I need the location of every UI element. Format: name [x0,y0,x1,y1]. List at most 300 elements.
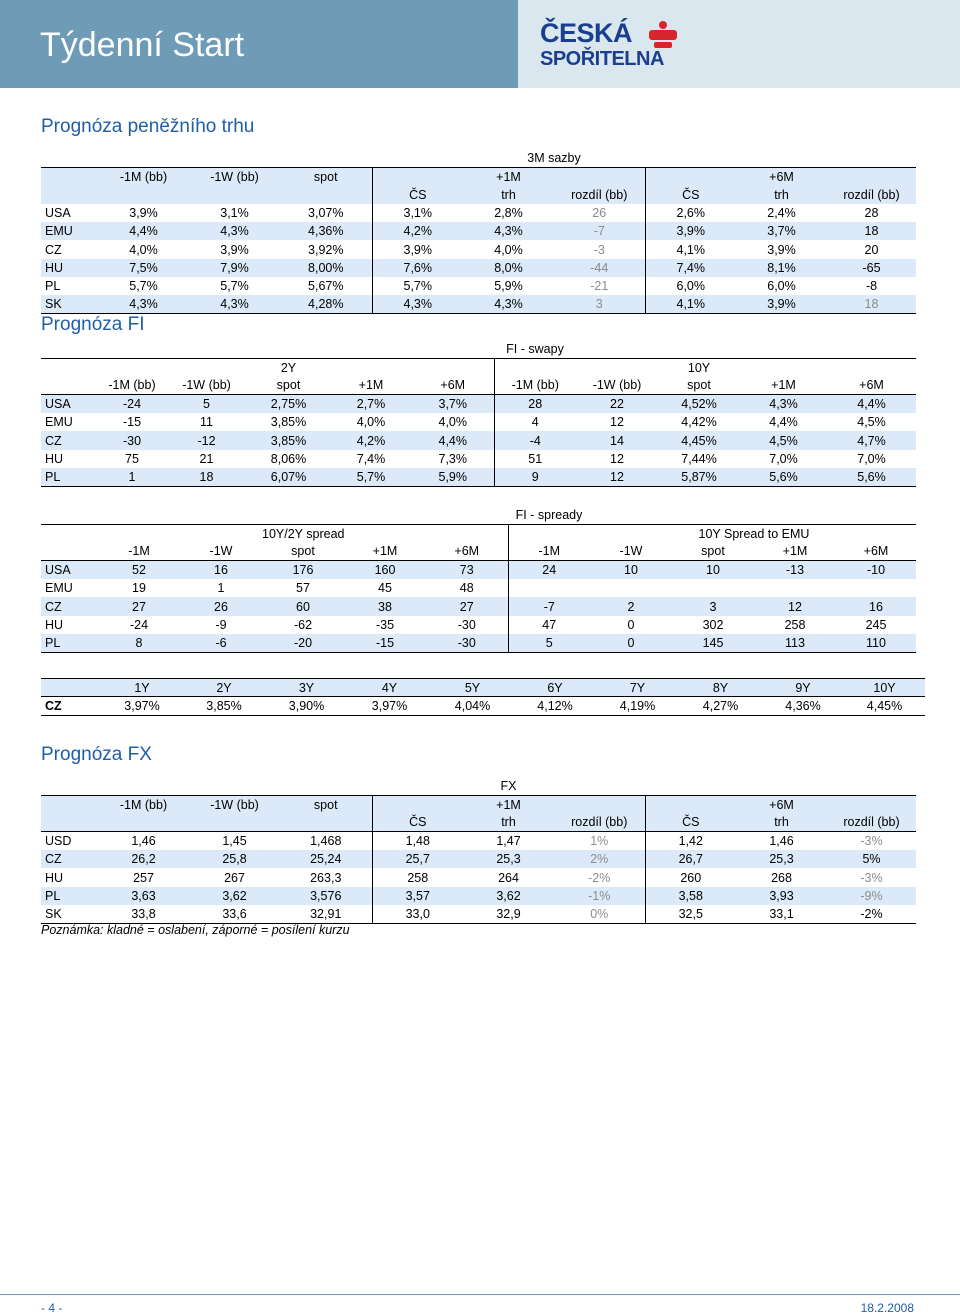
table-cell: 4,4% [412,431,494,449]
column-header: rozdíl (bb) [554,814,645,832]
table-cell: 258 [784,617,806,632]
table-cell: 302 [702,617,724,632]
column-header: 5Y [431,679,514,697]
table-cell: 4,5% [857,415,886,430]
column-header: +1M [782,544,808,559]
table-cell: -1% [554,887,645,905]
column-header: trh [736,814,827,832]
table-row [41,697,925,715]
table-row [41,579,916,597]
table-cell: 245 [865,617,887,632]
table-cell: 3,9% [220,242,249,257]
table-cell: 4,45% [658,431,740,449]
table-cell: 32,9 [463,905,554,923]
column-header: rozdíl (bb) [827,186,916,204]
row-label: HU [45,870,64,885]
table-cell: 3,9% [129,206,158,221]
fi-swaps-table [41,340,916,487]
table-cell: -30 [98,431,166,449]
column-header: -1M [128,544,150,559]
table-cell: 5,6% [827,468,916,486]
column-header: +1M [771,378,796,393]
table-cell: 2,75% [247,395,330,413]
table-cell: 19 [132,581,146,596]
yield-curve-table [41,678,925,716]
column-header: 9Y [762,679,844,697]
table-cell: -7 [508,597,590,615]
table-row [41,395,916,413]
table-cell: 8,0% [463,259,554,277]
column-header: +6M [736,795,827,813]
table-cell: 20 [864,242,879,257]
table-cell: 3,576 [280,887,372,905]
table-cell: 3,57 [372,887,463,905]
table-cell: 4,0% [494,242,523,257]
table-cell: 60 [262,597,344,615]
row-label: EMU [45,581,73,596]
row-label: HU [45,617,64,632]
table-cell: 26 [180,597,262,615]
table-cell: 4,52% [658,395,740,413]
table-row [41,634,916,652]
table-cell: 8,06% [270,451,307,466]
table-cell: 5,7% [330,468,412,486]
row-label: CZ [45,242,62,257]
table-cell: -20 [262,634,344,652]
table-cell: 4,27% [679,697,762,715]
table-cell: 5,7% [129,279,158,294]
table-cell: 57 [296,581,310,596]
column-header: 6Y [514,679,596,697]
table-row [41,868,916,886]
table-cell: -24 [98,395,166,413]
table-cell: 5,7% [372,277,463,295]
group-header: FI - spready [515,507,583,522]
table-cell: 22 [576,395,658,413]
table-cell: 4,0% [129,242,158,257]
table-cell: -2% [588,870,611,885]
table-cell: 4,1% [645,240,736,258]
table-cell: 3,9% [767,242,796,257]
table-cell: -3 [593,242,605,257]
column-header: ČS [645,814,736,832]
table-cell: 28 [494,395,576,413]
table-header-row [41,777,916,795]
table-cell: 110 [836,634,916,652]
table-cell: 33,6 [189,905,280,923]
row-label: PL [41,887,98,905]
row-label: USA [41,561,98,579]
column-header: -1M (bb) [108,378,156,393]
table-cell: 24 [508,561,590,579]
table-cell: 38 [344,597,426,615]
table-cell: 8,1% [736,259,827,277]
table-cell: 1,46 [736,832,827,850]
table-cell: 12 [610,451,624,466]
table-row [41,204,916,222]
table-cell: 4 [494,413,576,431]
table-cell: 11 [200,415,213,430]
column-header: +1M [358,378,384,393]
table-cell: 113 [754,634,836,652]
table-cell: 5 [166,395,247,413]
column-header: spot [687,378,711,393]
table-cell: 18 [166,468,247,486]
column-header: 2Y [183,679,265,697]
table-cell: 75 [125,451,139,466]
table-cell: 27 [426,597,508,615]
table-cell: -12 [166,431,247,449]
table-header-row [41,795,916,813]
table-cell: 7,4% [645,259,736,277]
table-cell: -7 [554,222,645,240]
table-cell: 5,6% [740,468,827,486]
table-cell [590,579,672,597]
row-label: EMU [41,222,98,240]
table-cell: 145 [672,634,754,652]
table-cell: 3,7% [412,395,494,413]
logo-line2: SPOŘITELNA [540,48,664,70]
table-cell: -2% [827,905,916,923]
table-cell: 2,4% [767,206,796,221]
table-cell: 7,0% [857,451,886,466]
table-cell: 3,9% [372,240,463,258]
column-header: -1W (bb) [189,795,280,813]
column-header: spot [280,795,372,813]
table-cell: 5,9% [494,279,523,294]
table-cell: 5% [827,850,916,868]
column-header: -1M (bb) [494,377,576,395]
table-row [41,450,916,468]
table-cell: 26 [592,206,607,221]
column-header: +1M [372,544,398,559]
table-cell: -15 [122,415,142,430]
table-cell: 6,0% [645,277,736,295]
table-cell: 3,97% [101,697,183,715]
column-header: ČS [372,186,463,204]
table-cell: 4,7% [827,431,916,449]
publication-title: Týdenní Start [40,26,245,64]
table-cell: 3,85% [270,415,307,430]
table-row [41,597,916,615]
table-cell: 10 [672,561,754,579]
table-header-row [41,377,916,395]
table-cell: 7,44% [681,451,717,466]
group-header: FX [500,778,517,793]
table-cell: 45 [378,581,392,596]
table-cell: 1% [554,832,645,850]
table-cell: 52 [98,561,180,579]
table-cell: -30 [457,617,476,632]
table-cell: 5,9% [412,468,494,486]
row-label: HU [41,259,98,277]
table-cell: 4,45% [844,697,925,715]
group-header: 10Y Spread to EMU [672,524,836,542]
table-cell: 160 [344,561,426,579]
column-header: rozdíl (bb) [554,186,645,204]
table-cell: -6 [180,634,262,652]
group-header: FI - swapy [506,341,564,356]
table-header-row [41,506,916,524]
table-cell: 26,7 [645,850,736,868]
table-cell: 267 [224,870,245,885]
column-header: +1M [463,167,554,185]
table-cell: -13 [754,561,836,579]
table-cell: 4,36% [280,222,372,240]
table-cell: -3% [860,870,883,885]
table-header-row [41,149,916,167]
table-row [41,561,916,579]
table-cell: 4,0% [356,415,386,430]
table-cell: 12 [754,597,836,615]
publication-date: 18.2.2008 [860,1301,914,1314]
column-header: -1W [619,544,643,559]
group-header: 10Y/2Y spread [262,524,344,542]
table-cell: 4,3% [372,295,463,313]
column-header: +6M [440,378,466,393]
table-cell: -10 [836,561,916,579]
table-cell: 7,6% [372,259,463,277]
fx-note: Poznámka: kladné = oslabení, záporné = posílení kurzu [41,923,350,937]
table-cell: 3,9% [736,295,827,313]
table-cell: -4 [494,431,576,449]
table-cell: -15 [344,634,426,652]
column-header: -1W (bb) [592,378,642,393]
group-header: 3M sazby [527,150,581,165]
table-cell [754,579,836,597]
table-row [41,413,916,431]
row-label: SK [41,295,98,313]
logo-line1: ČESKÁ [540,18,633,48]
table-cell: 33,8 [98,905,189,923]
table-cell: 2,6% [645,204,736,222]
table-row [41,905,916,923]
row-label: USA [41,395,98,413]
table-cell: -62 [293,617,313,632]
table-row [41,850,916,868]
table-cell: 25,7 [372,850,463,868]
table-cell: 6,0% [767,279,796,294]
fx-title: Prognóza FX [41,744,152,765]
column-header: 8Y [679,679,762,697]
table-cell: 3,1% [372,204,463,222]
column-header: ČS [372,814,463,832]
table-cell: -30 [426,634,508,652]
table-cell: 4,2% [372,222,463,240]
table-cell: 12 [576,468,658,486]
column-header: -1W (bb) [189,167,280,185]
table-cell: -24 [129,617,149,632]
table-cell: 1 [98,468,166,486]
page-number: - 4 - [41,1301,63,1314]
row-label: CZ [41,597,98,615]
table-header-row [41,167,916,185]
column-header: +1M [463,795,554,813]
column-header: +6M [863,544,889,559]
table-row [41,240,916,258]
table-cell: 4,4% [769,415,798,430]
row-label: USA [45,206,71,221]
table-cell: -21 [590,279,609,294]
table-row [41,295,916,313]
table-cell: 1,468 [280,832,372,850]
table-cell: 263,3 [310,870,342,885]
table-cell: 3,63 [98,887,189,905]
table-row [41,277,916,295]
table-cell: 3,9% [645,222,736,240]
table-cell: 2,7% [330,395,412,413]
table-cell: 5,87% [658,468,740,486]
table-cell: -44 [554,259,645,277]
table-cell: 6,07% [247,468,330,486]
table-cell: 4,3% [189,295,280,313]
table-row [41,222,916,240]
table-cell: 1,42 [645,832,736,850]
table-cell: 2,8% [494,206,523,221]
fi-title: Prognóza FI [41,314,145,335]
money-market-title: Prognóza peněžního trhu [41,116,255,137]
table-cell: 3,97% [348,697,431,715]
table-cell: 3,90% [265,697,348,715]
table-cell: 48 [459,581,474,596]
table-row [41,832,916,850]
table-cell: -65 [827,259,916,277]
group-header: 10Y [658,358,740,376]
ceska-sporitelna-logo [540,18,680,74]
table-cell: 4,12% [514,697,596,715]
column-header: trh [736,186,827,204]
table-cell: 25,3 [736,850,827,868]
table-cell: 26,2 [98,850,189,868]
table-cell: 3,93 [736,887,827,905]
table-cell: 3,92% [308,242,344,257]
table-cell: 4,1% [645,295,736,313]
table-cell: 7,0% [769,451,798,466]
row-label: CZ [41,850,98,868]
column-header: 3Y [265,679,348,697]
table-cell: 4,3% [189,222,280,240]
table-cell: 268 [771,870,792,885]
table-cell: 8,00% [280,259,372,277]
table-cell: -8 [865,279,878,294]
table-cell: 4,3% [740,395,827,413]
table-header-row [41,814,916,832]
table-cell [836,579,916,597]
table-header-row [41,186,916,204]
table-cell: 25,8 [189,850,280,868]
table-header-row [41,679,925,697]
column-header: trh [463,814,554,832]
table-cell: 4,3% [98,295,189,313]
table-cell: 28 [864,206,879,221]
column-header: spot [291,544,315,559]
table-cell: 3 [672,597,754,615]
table-cell: 4,19% [596,697,679,715]
table-cell: 32,5 [645,905,736,923]
column-header: ČS [645,186,736,204]
table-cell: 47 [508,616,590,634]
table-cell: 21 [199,451,214,466]
column-header: -1W [209,544,233,559]
row-label: PL [41,634,98,652]
table-cell: 16 [836,597,916,615]
table-cell: 4,28% [280,295,372,313]
table-header-row [41,358,916,376]
table-cell: 3,62 [463,887,554,905]
table-cell: 1,46 [98,832,189,850]
table-cell: 4,0% [438,415,467,430]
row-label: CZ [41,431,98,449]
table-cell: 260 [645,868,736,886]
table-cell: 33,1 [736,905,827,923]
table-cell: 4,3% [463,222,554,240]
table-cell: 33,0 [372,905,463,923]
table-cell: 4,4% [98,222,189,240]
column-header: trh [463,186,554,204]
table-cell: -9% [827,887,916,905]
column-header: -1M [508,543,590,561]
table-cell: 12 [610,415,624,430]
table-cell: 258 [372,868,463,886]
column-header: 7Y [596,679,679,697]
table-cell: 257 [133,870,154,885]
table-header-row [41,543,916,561]
table-cell: 3,85% [247,431,330,449]
header-band [0,0,518,88]
table-row [41,887,916,905]
row-label: USD [41,832,98,850]
table-cell: 7,4% [356,451,386,466]
table-header-row [41,340,916,358]
table-cell: 8 [98,634,180,652]
table-cell: 0 [590,634,672,652]
table-cell: 25,24 [280,850,372,868]
table-cell: 4,36% [762,697,844,715]
table-cell: 0 [627,617,635,632]
table-cell: 3,1% [220,206,249,221]
table-cell: 51 [494,450,576,468]
column-header: +6M [859,378,884,393]
table-cell: 14 [576,431,658,449]
table-row [41,259,916,277]
table-cell: 264 [498,870,519,885]
table-cell: 4,4% [827,395,916,413]
column-header: 10Y [844,679,925,697]
table-cell: 4,42% [681,415,717,430]
column-header: spot [280,167,372,185]
table-cell: 4,3% [463,295,554,313]
fi-spready-table [41,506,916,653]
table-row [41,616,916,634]
table-cell: 7,5% [98,259,189,277]
table-cell [508,579,590,597]
table-cell: 5 [508,634,590,652]
table-cell: 18 [827,295,916,313]
table-cell: 3,07% [308,206,344,221]
row-label: HU [45,451,64,466]
table-cell: 7,9% [189,259,280,277]
column-header: spot [276,378,301,393]
group-header: 2Y [247,358,330,376]
column-header: -1W (bb) [182,378,231,393]
table-cell: 18 [827,222,916,240]
column-header: +6M [736,167,827,185]
table-cell: 4,2% [330,431,412,449]
row-label: SK [41,905,98,923]
footer-divider [0,1294,960,1295]
table-cell: 10 [590,561,672,579]
money-market-table [41,149,916,314]
